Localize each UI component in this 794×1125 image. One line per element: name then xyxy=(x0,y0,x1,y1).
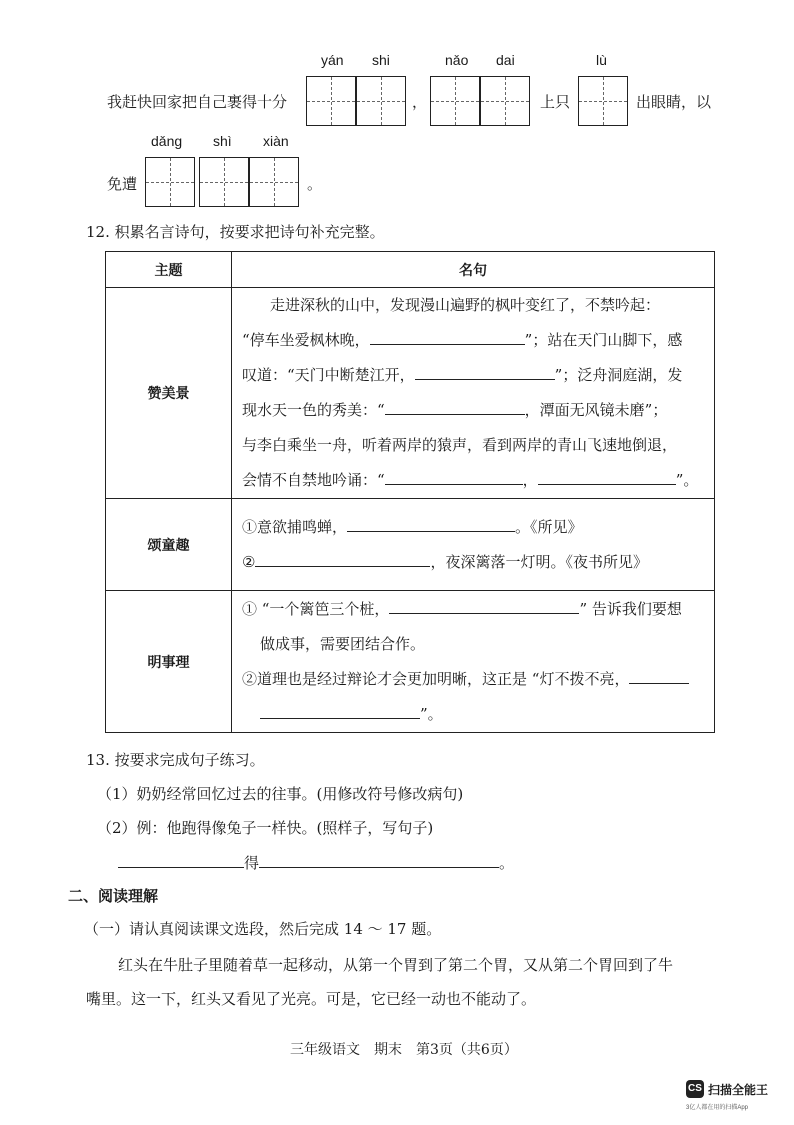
text-line xyxy=(242,358,704,393)
question-12-title: 12. 积累名言诗句，按要求把诗句补充完整。 xyxy=(86,223,385,241)
text: “停车坐爱枫林晚， xyxy=(242,331,370,349)
text: 叹道：“天门中断楚江开， xyxy=(242,366,415,384)
writing-box[interactable] xyxy=(199,157,249,207)
scanner-tagline: 3亿人都在用的扫描App xyxy=(686,1105,749,1111)
text: 得 xyxy=(244,854,260,872)
quote-cell-scenery xyxy=(232,288,715,499)
answer-blank[interactable] xyxy=(385,469,523,485)
writing-box[interactable] xyxy=(578,76,628,126)
text-line xyxy=(242,545,704,580)
question-13-fill-line xyxy=(118,852,514,873)
text-line: 做成事，需要团结合作。 xyxy=(260,634,426,653)
text-line xyxy=(242,323,704,358)
answer-blank[interactable] xyxy=(347,516,515,532)
text-line: 与李白乘坐一舟，听着两岸的猿声，看到两岸的青山飞速地倒退， xyxy=(242,436,678,454)
text-line xyxy=(242,662,704,697)
writing-box[interactable] xyxy=(145,157,195,207)
text: ” 告诉我们要想 xyxy=(579,599,682,618)
text: ，夜深篱落一灯明。《夜书所见》 xyxy=(430,552,648,571)
quote-cell-childhood xyxy=(232,499,715,591)
text: 。 xyxy=(499,854,515,872)
topic-scenery: 赞美景 xyxy=(106,288,232,499)
text: ① “一个篱笆三个桩， xyxy=(242,599,390,618)
text: ② xyxy=(242,552,256,571)
answer-blank[interactable] xyxy=(260,703,420,719)
question-13-title: 13. 按要求完成句子练习。 xyxy=(86,751,265,769)
answer-blank[interactable] xyxy=(255,551,430,567)
text: ”；站在天门山脚下，感 xyxy=(524,331,683,349)
text: ①意欲捕鸣蝉， xyxy=(242,517,348,536)
pinyin: shi xyxy=(372,52,390,68)
writing-box[interactable] xyxy=(480,76,530,126)
comma: ， xyxy=(412,93,428,111)
topic-childhood: 颂童趣 xyxy=(106,499,232,591)
pinyin: nǎo xyxy=(445,52,469,68)
text-line xyxy=(242,463,704,498)
pinyin: xiàn xyxy=(263,133,289,149)
q11-text-4: 免遭 xyxy=(107,175,138,193)
text-line xyxy=(242,510,704,545)
answer-blank[interactable] xyxy=(259,852,499,868)
pinyin: lù xyxy=(596,52,607,68)
text: ，潭面无风镜未磨”； xyxy=(524,401,668,419)
text: 会情不自禁地吟诵：“ xyxy=(242,471,385,489)
passage-line-1: 红头在牛肚子里随着草一起移动，从第一个胃到了第二个胃，又从第二个胃回到了牛 xyxy=(118,956,674,974)
pinyin: shì xyxy=(213,133,232,149)
question-13-item-2: （2）例：他跑得像兔子一样快。(照样子，写句子) xyxy=(97,819,434,837)
col-header-topic: 主题 xyxy=(106,252,232,288)
answer-blank[interactable] xyxy=(370,329,525,345)
col-header-quote: 名句 xyxy=(232,252,715,288)
text: ”。 xyxy=(675,471,699,489)
poetry-table xyxy=(105,251,715,733)
text: 。《所见》 xyxy=(515,517,583,536)
pinyin: dai xyxy=(496,52,515,68)
answer-blank[interactable] xyxy=(415,364,555,380)
answer-blank[interactable] xyxy=(389,598,579,614)
answer-blank[interactable] xyxy=(118,852,244,868)
q11-text-3: 出眼睛，以 xyxy=(636,93,712,111)
writing-box[interactable] xyxy=(356,76,406,126)
text-line xyxy=(242,393,704,428)
scanner-logo-icon: CS xyxy=(686,1080,704,1098)
answer-blank[interactable] xyxy=(385,399,525,415)
text: 现水天一色的秀美：“ xyxy=(242,401,385,419)
q11-text-5: 。 xyxy=(307,175,323,193)
scanner-name: 扫描全能王 xyxy=(708,1083,769,1097)
passage-line-2: 嘴里。这一下，红头又看见了光亮。可是，它已经一动也不能动了。 xyxy=(86,990,537,1008)
page-footer: 三年级语文 期末 第3页（共6页） xyxy=(290,1042,518,1058)
section-2-subheading: （一）请认真阅读课文选段，然后完成 14 ～ 17 题。 xyxy=(84,920,442,938)
answer-blank[interactable] xyxy=(629,668,689,684)
section-2-heading: 二、阅读理解 xyxy=(68,887,159,905)
writing-box[interactable] xyxy=(430,76,480,126)
text: ， xyxy=(522,471,538,489)
q11-text-2: 上只 xyxy=(540,93,571,111)
q11-text-1: 我赶快回家把自己裹得十分 xyxy=(107,93,288,111)
topic-reasoning: 明事理 xyxy=(106,591,232,733)
text-line xyxy=(242,592,704,627)
pinyin: yán xyxy=(321,52,344,68)
pinyin: dǎng xyxy=(151,133,183,149)
question-13-item-1: （1）奶奶经常回忆过去的往事。(用修改符号修改病句) xyxy=(97,785,464,803)
writing-box[interactable] xyxy=(249,157,299,207)
text: ②道理也是经过辩论才会更加明晰，这正是 “灯不拨不亮， xyxy=(242,669,630,688)
text: ”；泛舟洞庭湖，发 xyxy=(554,366,683,384)
text-line: 走进深秋的山中，发现漫山遍野的枫叶变红了，不禁吟起： xyxy=(270,296,661,314)
text-line xyxy=(242,697,704,732)
quote-cell-reasoning xyxy=(232,591,715,733)
answer-blank[interactable] xyxy=(538,469,676,485)
text: ”。 xyxy=(420,704,443,723)
writing-box[interactable] xyxy=(306,76,356,126)
